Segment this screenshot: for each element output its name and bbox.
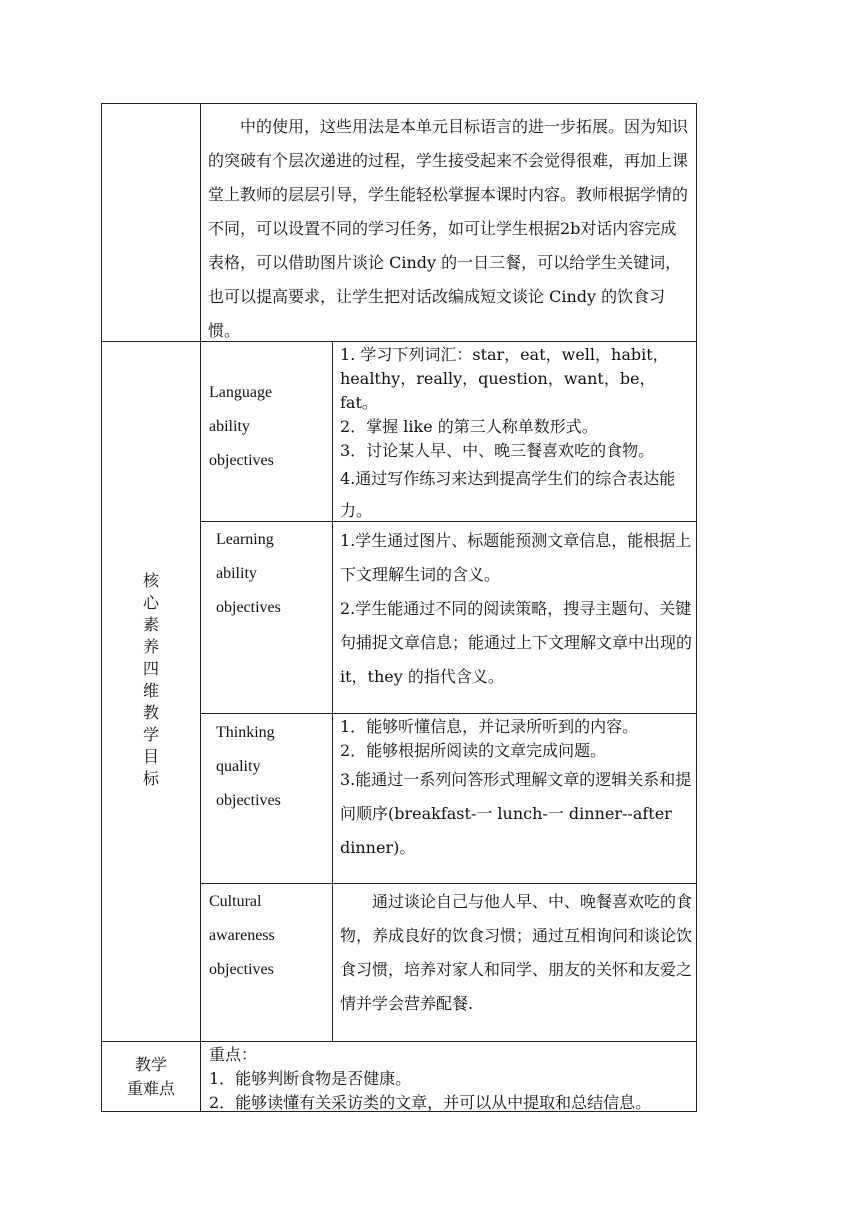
key-point-item: 1．能够判断食物是否健康。 bbox=[209, 1069, 412, 1088]
objective-item: 1．能够听懂信息，并记录所听到的内容。 bbox=[340, 717, 639, 736]
objective-item: 3．讨论某人早、中、晚三餐喜欢吃的食物。 bbox=[340, 441, 655, 460]
learning-objectives-content bbox=[340, 524, 692, 694]
key-points-content bbox=[209, 1043, 695, 1115]
vertical-char: 四 bbox=[142, 659, 159, 678]
objective-item: 2．掌握 like 的第三人称单数形式。 bbox=[340, 417, 598, 436]
cultural-objectives-label bbox=[209, 885, 327, 987]
objective-item: 通过谈论自己与他人早、中、晚餐喜欢吃的食物，养成良好的饮食习惯；通过互相询问和谈论饮食习惯，培养对家人和同学、朋友的关怀和友爱之情并学会营养配餐. bbox=[340, 892, 693, 1013]
vertical-char: 学 bbox=[142, 725, 159, 744]
thinking-objectives-label bbox=[216, 716, 328, 818]
row-divider-3 bbox=[200, 713, 697, 714]
label-line: Thinking bbox=[216, 724, 275, 741]
core-section-vertical-label bbox=[140, 570, 162, 790]
intro-paragraph: 中的使用，这些用法是本单元目标语言的进一步拓展。因为知识的突破有个层次递进的过程，学生接受起来不会觉得很难，再加上课堂上教师的层层引导，学生能轻松掌握本课时内容。教师根据学情的不同，可以设置不同的学习任务，如可让学生根据2b对话内容完成表格，可以借助图片谈论 Cindy 的一日三餐，可以给学生关键词，也可以提高要求，让学生把对话改编成短文谈论 Cindy 的饮食习惯。 bbox=[208, 117, 689, 340]
cultural-objectives-content bbox=[340, 885, 692, 1021]
key-points-heading: 重点： bbox=[209, 1045, 258, 1064]
vertical-char: 核 bbox=[142, 571, 159, 590]
intro-paragraph-cell bbox=[208, 110, 690, 348]
thinking-objectives-content bbox=[340, 715, 692, 865]
vertical-char: 标 bbox=[142, 769, 159, 788]
col2-divider bbox=[332, 341, 333, 1041]
vertical-char: 教 bbox=[142, 703, 159, 722]
objective-item: 4.通过写作练习来达到提高学生们的综合表达能力。 bbox=[340, 469, 676, 520]
label-line: objectives bbox=[216, 792, 281, 809]
vertical-char: 素 bbox=[142, 615, 159, 634]
vertical-char: 养 bbox=[142, 637, 159, 656]
language-objectives-content bbox=[340, 343, 692, 527]
objective-item: 2.学生能通过不同的阅读策略，搜寻主题句、关键句捕捉文章信息；能通过上下文理解文章中出现的 it，they 的指代含义。 bbox=[340, 599, 693, 686]
label-line: ability bbox=[209, 418, 250, 435]
vertical-char: 目 bbox=[142, 747, 159, 766]
learning-objectives-label bbox=[216, 523, 328, 625]
label-line: Language bbox=[209, 384, 273, 401]
label-line: 教学 bbox=[134, 1055, 167, 1074]
label-line: Learning bbox=[216, 531, 274, 548]
vertical-char: 维 bbox=[142, 681, 159, 700]
label-line: objectives bbox=[209, 961, 274, 978]
key-point-item: 2．能够读懂有关采访类的文章，并可以从中提取和总结信息。 bbox=[209, 1093, 652, 1112]
row-divider-5 bbox=[101, 1041, 697, 1042]
label-line: objectives bbox=[216, 599, 281, 616]
key-points-label bbox=[103, 1053, 199, 1101]
label-line: awareness bbox=[209, 927, 275, 944]
label-line: objectives bbox=[209, 452, 274, 469]
row-divider-4 bbox=[200, 883, 697, 884]
label-line: Cultural bbox=[209, 893, 262, 910]
label-line: quality bbox=[216, 758, 261, 775]
col1-divider bbox=[200, 103, 201, 1112]
vertical-char: 心 bbox=[142, 593, 159, 612]
objective-item: 2．能够根据所阅读的文章完成问题。 bbox=[340, 741, 607, 760]
label-line: 重难点 bbox=[126, 1079, 175, 1098]
objective-item: 1.学生通过图片、标题能预测文章信息，能根据上下文理解生词的含义。 bbox=[340, 531, 692, 584]
label-line: ability bbox=[216, 565, 257, 582]
objective-item: 3.能通过一系列问答形式理解文章的逻辑关系和提问顺序(breakfast-一 lunch-一 dinner--after dinner)。 bbox=[340, 770, 692, 857]
objective-item: 1. 学习下列词汇：star，eat，well，habit，healthy，really，question，want，be，fat。 bbox=[340, 345, 669, 412]
language-objectives-label bbox=[209, 376, 327, 478]
